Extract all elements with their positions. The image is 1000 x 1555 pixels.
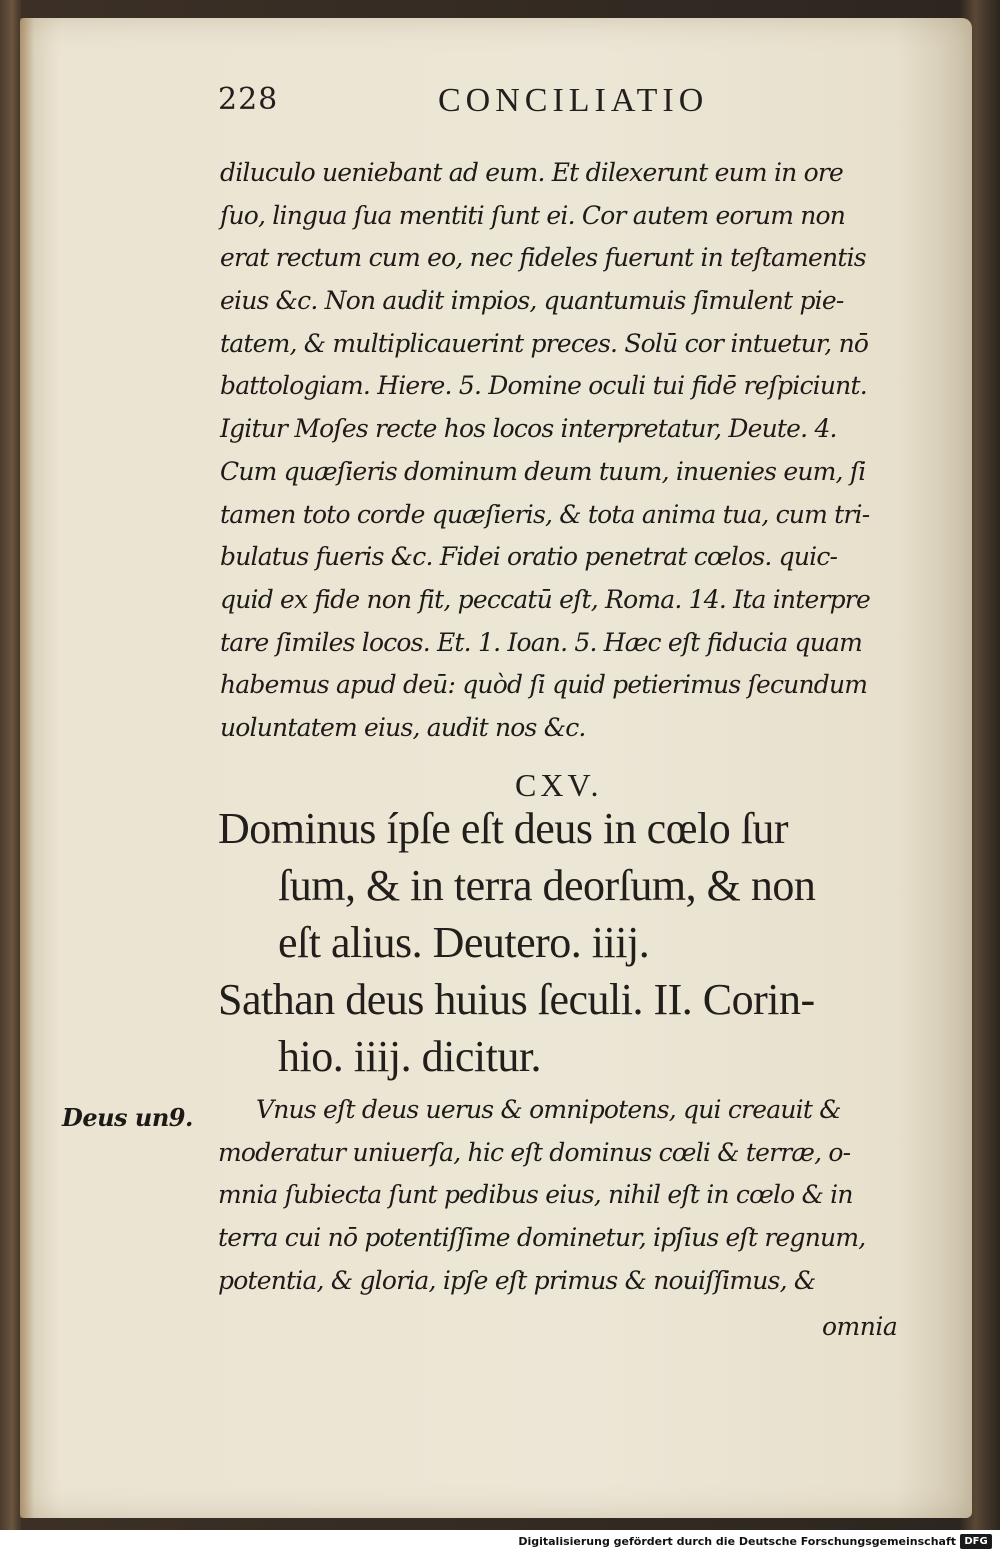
text-line: moderatur uniuerſa, hic eſt dominus cœli & terræ, o‑ [218, 1137, 851, 1167]
heading-line: ſum, & in terra deorſum, & non [278, 861, 816, 910]
footer-bar [0, 1530, 1000, 1555]
text-line: Cum quæſieris dominum deum tuum, inuenies eum, ſi [220, 456, 866, 486]
text-line: diluculo ueniebant ad eum. Et dilexerunt eum in ore [220, 158, 843, 187]
catchword: omnia [822, 1312, 898, 1341]
text-line: ſuo, lingua ſua mentiti ſunt ei. Cor autem eorum non [220, 200, 846, 230]
text-line: bulatus fueris &c. Fidei oratio penetrat cœlos. quic‑ [220, 542, 838, 572]
page-header [218, 82, 918, 132]
text-line: Vnus eſt deus uerus & omnipotens, qui creauit & [256, 1095, 841, 1124]
body-text-bottom [218, 1089, 918, 1302]
text-line: mnia ſubiecta ſunt pedibus eius, nihil eſt in cœlo & in [218, 1180, 853, 1210]
text-line: habemus apud deū: quòd ſi quid petierimus ſecundum [220, 670, 868, 700]
heading-line: hio. iiij. dicitur. [278, 1032, 542, 1081]
text-line: tamen toto corde quæſieris, & tota anima tua, cum tri‑ [220, 499, 870, 529]
margin-note: Deus un9. [62, 1103, 193, 1132]
section-heading [218, 800, 938, 1085]
text-line: terra cui nō potentiſſime dominetur, ipſius eſt regnum, [218, 1223, 866, 1253]
heading-line: eſt alius. Deutero. iiij. [278, 918, 650, 967]
funding-credit: Digitalisierung gefördert durch die Deutsche Forschungsgemeinschaft [518, 1535, 956, 1548]
text-line: tare ſimiles locos. Et. 1. Ioan. 5. Hæc eſt fiducia quam [220, 627, 863, 657]
text-line: erat rectum cum eo, nec fideles fuerunt in teſtamentis [220, 243, 866, 273]
text-line: Igitur Moſes recte hos locos interpretatur, Deute. 4. [220, 414, 837, 444]
running-title: CONCILIATIO [438, 82, 709, 119]
text-line: quid ex fide non fit, peccatū eſt, Roma. 14. Ita interpre [220, 584, 870, 614]
text-line: uoluntatem eius, audit nos &c. [220, 712, 586, 742]
book-page [20, 18, 972, 1518]
text-line: battologiam. Hiere. 5. Domine oculi tui fidē reſpiciunt. [220, 371, 867, 401]
body-text-top [220, 152, 920, 750]
text-line: tatem, & multiplicauerint preces. Solū cor intuetur, nō [220, 328, 869, 358]
heading-line: Sathan deus huius ſeculi. II. Corin‑ [218, 975, 815, 1024]
text-line: eius &c. Non audit impios, quantumuis ſimulent pie‑ [220, 286, 844, 316]
page-number: 228 [218, 82, 279, 117]
text-line: potentia, & gloria, ipſe eſt primus & nouiſſimus, & [218, 1265, 816, 1295]
section-number: CXV. [515, 767, 603, 803]
dfg-logo: DFG [960, 1534, 992, 1549]
heading-line: Dominus ípſe eſt deus in cœlo ſur [218, 804, 789, 853]
